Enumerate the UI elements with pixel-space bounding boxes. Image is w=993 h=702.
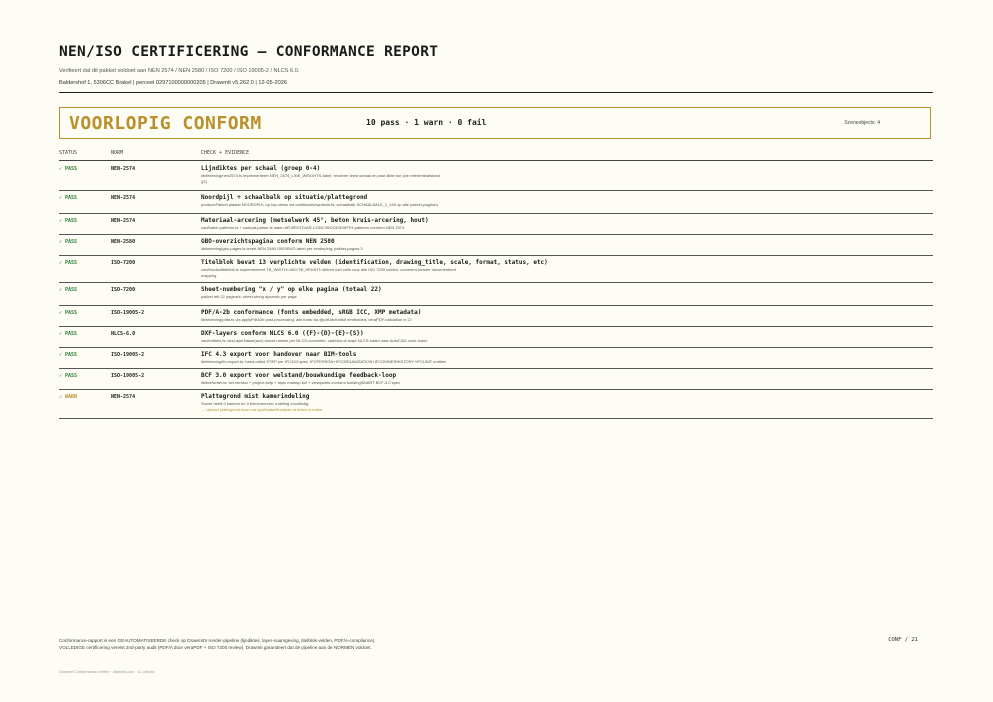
table-row bbox=[59, 190, 933, 214]
column-header-status: STATUS bbox=[59, 150, 78, 156]
table-row bbox=[59, 326, 933, 348]
report-title: NEN/ISO CERTIFICERING — CONFORMANCE REPORT bbox=[59, 44, 439, 60]
status-badge: ✓ PASS bbox=[59, 239, 78, 245]
check-evidence: Scene heeft 0 kamers en 0 binnenmuren; indeling onvolledig. bbox=[201, 401, 310, 406]
footer-note-line-2: VOLLEDIGE certificering vereist 2nd-party audit (PDF/A door veraPDF + ISO 7200 review). Drawmit garandeert dat de pipeline aan de NORMEN voldoet. bbox=[59, 644, 372, 650]
column-header-check: CHECK + EVIDENCE bbox=[201, 150, 250, 156]
check-title: Lijndiktes per schaal (groep 0-4) bbox=[201, 165, 321, 172]
check-title: Sheet-numbering "x / y" op elke pagina (totaal 22) bbox=[201, 286, 382, 293]
check-title: Noordpijl + schaalbalk op situatie/plattegrond bbox=[201, 194, 368, 201]
check-title: DXF-layers conform NLCS 6.0 ({F}-{D}-{E}-{S}) bbox=[201, 330, 364, 337]
check-evidence: cad/blocks/titelblok.ts implementeert TB_WIDTH=180×TB_HEIGHT=60mm met cells voor alle ISO 7200 velden; comment-header documenteert bbox=[201, 267, 457, 272]
page-number: CONF / 21 bbox=[888, 637, 918, 643]
norm-code: ISO-19005-2 bbox=[111, 352, 145, 358]
status-badge: ✓ PASS bbox=[59, 260, 78, 266]
check-title: IFC 4.3 export voor handover naar BIM-tools bbox=[201, 351, 357, 358]
footer-credit: Drawmit Conformance-verifier · drawmit.com · 11 checks bbox=[59, 670, 155, 674]
check-title: Titelblok bevat 13 verplichte velden (identification, drawing_title, scale, format, status, etc) bbox=[201, 259, 548, 266]
norm-code: NLCS-6.0 bbox=[111, 331, 136, 337]
check-cell bbox=[201, 286, 921, 300]
norm-code: NEN-2574 bbox=[111, 218, 136, 224]
status-badge: ✓ PASS bbox=[59, 195, 78, 201]
table-row bbox=[59, 234, 933, 256]
table-row bbox=[59, 161, 933, 191]
check-title: Materiaal-arcering (metselwerk 45°, beton kruis-arcering, hout) bbox=[201, 217, 429, 224]
norm-code: NEN-2574 bbox=[111, 394, 136, 400]
check-evidence: lib/tekening/gbo-pages.ts levert NEN 2580 GBO/BVO-tabel per verdieping; pakket-pagina 3 bbox=[201, 246, 363, 251]
norm-code: ISO-7200 bbox=[111, 287, 136, 293]
table-row bbox=[59, 255, 933, 283]
norm-code: NEN-2574 bbox=[111, 195, 136, 201]
status-badge: ⚠ WARN bbox=[59, 394, 78, 400]
status-badge: ✓ PASS bbox=[59, 310, 78, 316]
table-row bbox=[59, 347, 933, 369]
status-badge: ✓ PASS bbox=[59, 218, 78, 224]
verdict-label: VOORLOPIG CONFORM bbox=[69, 113, 262, 134]
check-evidence: cad/entities.ts nlcsLayerName(aux) bouwt names per NLCS-conventie; cad/nlcs.ts mapt NLCS-naam naar AutoCAD-color-index bbox=[201, 338, 428, 343]
check-evidence: lib/tekening/nen2574.ts implementeert NEN_2574_LINE_WEIGHTS-tabel; renderer leest schaal en past dikte toe (zie referentieafstand bbox=[201, 173, 441, 178]
table-row bbox=[59, 282, 933, 306]
check-cell bbox=[201, 351, 921, 365]
status-badge: ✓ PASS bbox=[59, 352, 78, 358]
check-cell bbox=[201, 372, 921, 386]
check-evidence-continued: §3) bbox=[201, 178, 207, 184]
check-cell bbox=[201, 165, 921, 184]
report-subtitle: Verifieert dat dit pakket voldoet aan NEN 2574 / NEN 2580 / ISO 7200 / ISO 19005-2 / NLCS 6.0. bbox=[59, 68, 300, 74]
table-row bbox=[59, 389, 933, 419]
check-evidence: lib/tekening/ifc-export.ts: hand-rolled STEP per IFC4X3 spec, IFCPERSON+IFCORGANIZATION+IFCOWNERHISTORY+IFCUNIT entities bbox=[201, 359, 446, 364]
check-cell bbox=[201, 238, 921, 252]
table-row bbox=[59, 305, 933, 327]
norm-code: ISO-19005-2 bbox=[111, 373, 145, 379]
norm-code: ISO-7200 bbox=[111, 260, 136, 266]
check-cell bbox=[201, 194, 921, 208]
check-evidence-continued: mapping bbox=[201, 272, 217, 278]
check-cell bbox=[201, 393, 921, 412]
check-evidence: pakket telt 22 pagina's; sheet-string dynamic per page bbox=[201, 294, 297, 299]
check-cell bbox=[201, 330, 921, 344]
status-badge: ✓ PASS bbox=[59, 166, 78, 172]
header-divider bbox=[59, 92, 933, 93]
verdict-box bbox=[59, 107, 931, 139]
check-title: Plattegrond mist kamerindeling bbox=[201, 393, 310, 400]
table-row bbox=[59, 213, 933, 235]
footer-note bbox=[59, 638, 376, 651]
table-row bbox=[59, 368, 933, 390]
check-cell bbox=[201, 309, 921, 323]
scene-object-count: Sceneobjects: 4 bbox=[844, 120, 880, 126]
check-title: GBO-overzichtspagina conform NEN 2580 bbox=[201, 238, 335, 245]
column-header-norm: NORM bbox=[111, 150, 124, 156]
footer-note-line-1: Conformance-rapport is een GEAUTOMATISEERDE check op Drawmit's render-pipeline (lijndiktes, layer-naamgeving, titelblok-velden, PDF/A-compliance). bbox=[59, 638, 376, 643]
check-evidence: cad/hatch-patterns.ts + cad/pat-parser.ts laden AR-BRSTD/AR-CONC/WOOD/EARTH-patterns conform NEN 2574 bbox=[201, 225, 405, 230]
check-evidence: lib/tekening/pdfa.ts via applyPdfA2b post-processing; alle fonts via @pdf-lib/fontkit embedded; veraPDF-validation in CI bbox=[201, 317, 412, 322]
report-meta: Baldershof 1, 5306CC Brakel | perceel 0297100000000205 | Drawmit v5.262.0 | 12-05-2026 bbox=[59, 80, 287, 86]
norm-code: NEN-2574 bbox=[111, 166, 136, 172]
check-title: BCF 3.0 export voor welstand/bouwkundige feedback-loop bbox=[201, 372, 397, 379]
check-title: PDF/A-2b conformance (fonts embedded, sRGB ICC, XMP metadata) bbox=[201, 309, 422, 316]
norm-code: NEN-2580 bbox=[111, 239, 136, 245]
verdict-counts: 10 pass · 1 warn · 0 fail bbox=[366, 118, 487, 127]
check-cell bbox=[201, 217, 921, 231]
check-evidence: lib/bcf/writer.ts: bcf.version + project.bcfp + topic markup.bcf + viewpoints conform buildingSMART BCF-3.0 spec bbox=[201, 380, 401, 385]
status-badge: ✓ PASS bbox=[59, 287, 78, 293]
check-action: → Upload plattegrond-scan via /api/intake/floorplan of teken in editor bbox=[201, 406, 323, 412]
status-badge: ✓ PASS bbox=[59, 373, 78, 379]
check-cell bbox=[201, 259, 921, 278]
norm-code: ISO-19005-2 bbox=[111, 310, 145, 316]
check-evidence: producePakket plaatst NOORDPIJL op top-views via cad/blocks/symbols.ts; schaalbalk SCHAALBALK_1_100 op alle pakket-pagina's bbox=[201, 202, 438, 207]
status-badge: ✓ PASS bbox=[59, 331, 78, 337]
